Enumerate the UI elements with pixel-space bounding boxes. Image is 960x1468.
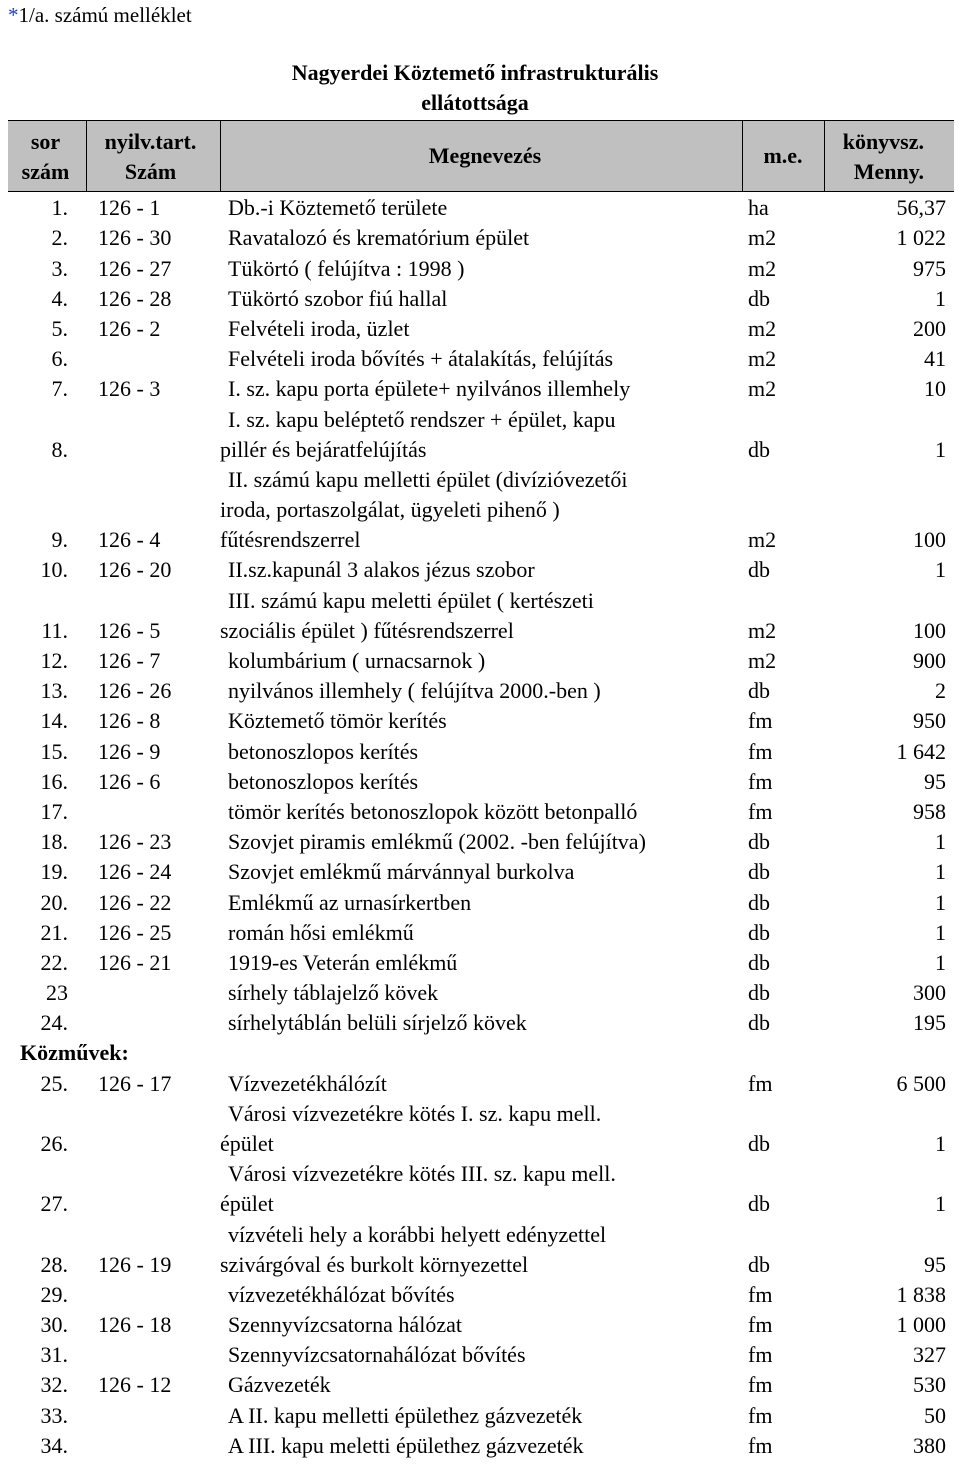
row-quantity: 95 (924, 768, 946, 794)
row-description (220, 767, 740, 797)
table-row (0, 1219, 960, 1279)
header-sor (8, 127, 83, 187)
row-number: 30. (40, 1312, 68, 1338)
table-row (0, 706, 960, 736)
row-unit: db (748, 285, 770, 311)
row-description (220, 405, 740, 465)
row-description-line: Gázvezeték (228, 1372, 331, 1398)
row-description (220, 193, 740, 223)
table-row (0, 978, 960, 1008)
row-quantity: 1 000 (896, 1312, 946, 1338)
row-description-line: betonoszlopos kerítés (228, 738, 419, 764)
header-konyv-line-2: Menny. (853, 159, 924, 184)
row-description-line: sírhelytáblán belüli sírjelző kövek (228, 1010, 527, 1036)
row-quantity: 200 (913, 315, 946, 341)
table-row (0, 404, 960, 464)
row-unit: db (748, 859, 770, 885)
table-row (0, 646, 960, 676)
row-number: 7. (51, 376, 68, 402)
row-register-number: 126 - 28 (98, 285, 172, 311)
row-unit: db (748, 1130, 770, 1156)
row-description (220, 344, 740, 374)
row-quantity: 1 (935, 919, 946, 945)
row-number: 20. (40, 889, 68, 915)
row-number: 13. (40, 678, 68, 704)
row-number: 9. (51, 527, 68, 553)
row-description (220, 1008, 740, 1038)
row-quantity: 10 (924, 376, 946, 402)
row-quantity: 1 (935, 949, 946, 975)
row-quantity: 1 (935, 436, 946, 462)
row-description (220, 948, 740, 978)
row-unit: fm (748, 1402, 773, 1428)
row-description (220, 1340, 740, 1370)
row-register-number: 126 - 18 (98, 1312, 172, 1338)
table-row (0, 736, 960, 766)
row-number: 32. (40, 1372, 68, 1398)
row-quantity: 100 (913, 527, 946, 553)
table-row (0, 1008, 960, 1038)
table-row (0, 344, 960, 374)
row-description (220, 857, 740, 887)
table-row (0, 193, 960, 223)
row-register-number: 126 - 27 (98, 255, 172, 281)
row-description (220, 1401, 740, 1431)
row-number: 6. (51, 346, 68, 372)
table-row (0, 767, 960, 797)
row-number: 8. (51, 436, 68, 462)
row-number: 17. (40, 799, 68, 824)
row-number: 18. (40, 829, 68, 855)
row-description (220, 1431, 740, 1461)
header-konyv-line-1: könyvsz. (842, 129, 924, 154)
row-unit: db (748, 557, 770, 583)
row-description-line: Szovjet piramis emlékmű (2002. -ben felújítva) (228, 829, 646, 855)
table-row (0, 1370, 960, 1400)
row-description-line: épület (220, 1130, 274, 1156)
row-number: 24. (40, 1010, 68, 1036)
row-unit: m2 (748, 315, 777, 341)
row-unit: db (748, 949, 770, 975)
row-number: 26. (40, 1130, 68, 1156)
table-row (0, 585, 960, 645)
row-register-number: 126 - 20 (98, 557, 172, 583)
row-description-line: nyilvános illemhely ( felújítva 2000.-ben ) (228, 678, 601, 704)
row-number: 19. (40, 859, 68, 885)
row-description (220, 1310, 740, 1340)
row-register-number: 126 - 3 (98, 376, 161, 402)
row-quantity: 50 (924, 1402, 946, 1428)
row-description-line: 1919-es Veterán emlékmű (228, 949, 458, 975)
row-number: 1. (51, 195, 68, 221)
row-number: 3. (51, 255, 68, 281)
table-row (0, 948, 960, 978)
row-unit: fm (748, 1432, 773, 1458)
row-register-number: 126 - 25 (98, 919, 172, 945)
table-row (0, 797, 960, 827)
row-quantity: 900 (913, 648, 946, 674)
table-row (0, 1340, 960, 1370)
annex-text: 1/a. számú melléklet (18, 3, 192, 27)
row-register-number: 126 - 24 (98, 859, 172, 885)
row-description-line: vízvezetékhálózat bővítés (228, 1281, 455, 1307)
row-unit: m2 (748, 376, 777, 402)
annex-label (8, 0, 192, 30)
row-unit: db (748, 1251, 770, 1277)
row-description-line: Tükörtó ( felújítva : 1998 ) (228, 255, 465, 281)
row-number: 10. (40, 557, 68, 583)
header-divider (824, 121, 825, 191)
row-description (220, 706, 740, 736)
row-number: 15. (40, 738, 68, 764)
row-quantity: 975 (913, 255, 946, 281)
table-body (0, 193, 960, 1461)
table-row (0, 676, 960, 706)
row-description (220, 586, 740, 646)
table-row (0, 1068, 960, 1098)
row-unit: m2 (748, 225, 777, 251)
row-description-line: Szovjet emlékmű márvánnyal burkolva (228, 859, 575, 885)
row-description (220, 1280, 740, 1310)
row-number: 5. (51, 315, 68, 341)
header-konyv (843, 127, 924, 187)
row-description (220, 888, 740, 918)
row-description-line: II.sz.kapunál 3 alakos jézus szobor (228, 557, 535, 583)
header-me: m.e. (763, 143, 803, 168)
row-description-line: Felvételi iroda bővítés + átalakítás, felújítás (228, 346, 614, 372)
row-number: 4. (51, 285, 68, 311)
row-unit: fm (748, 738, 773, 764)
row-register-number: 126 - 9 (98, 738, 161, 764)
row-description-line: Ravatalozó és krematórium épület (228, 225, 530, 251)
row-quantity: 1 022 (896, 225, 946, 251)
row-register-number: 126 - 8 (98, 708, 161, 734)
row-register-number: 126 - 21 (98, 949, 172, 975)
row-unit: fm (748, 799, 773, 824)
row-number: 31. (40, 1342, 68, 1368)
row-description (220, 1159, 740, 1219)
row-description (220, 465, 740, 555)
row-quantity: 195 (913, 1010, 946, 1036)
table-row (0, 1099, 960, 1159)
row-unit: db (748, 919, 770, 945)
row-unit: db (748, 678, 770, 704)
row-description-line: III. számú kapu meletti épület ( kertészeti (228, 587, 594, 613)
header-nyilv-line-2: Szám (124, 159, 177, 184)
row-number: 22. (40, 949, 68, 975)
row-description-line: II. számú kapu melletti épület (divízióvezetői (228, 467, 628, 493)
row-description-line: Db.-i Köztemető területe (228, 195, 448, 221)
row-number: 12. (40, 648, 68, 674)
row-unit: db (748, 1010, 770, 1036)
table-header (8, 120, 954, 192)
row-description (220, 314, 740, 344)
row-description (220, 1370, 740, 1400)
row-description-line: I. sz. kapu beléptető rendszer + épület, kapu (228, 406, 616, 432)
row-description-line: kolumbárium ( urnacsarnok ) (228, 648, 486, 674)
row-description-line: tömör kerítés betonoszlopok között betonpalló (228, 799, 638, 824)
page-title-line-2: ellátottsága (421, 90, 529, 115)
row-unit: fm (748, 1372, 773, 1398)
row-number: 23 (46, 980, 68, 1006)
row-unit: ha (748, 195, 769, 221)
row-description-line: Városi vízvezetékre kötés I. sz. kapu mell. (228, 1100, 602, 1126)
row-description (220, 374, 740, 404)
row-description (220, 676, 740, 706)
row-description-line: I. sz. kapu porta épülete+ nyilvános illemhely (228, 376, 631, 402)
row-description (220, 223, 740, 253)
row-description (220, 284, 740, 314)
header-divider (86, 121, 87, 191)
row-description-line: román hősi emlékmű (228, 919, 414, 945)
header-divider (220, 121, 221, 191)
row-quantity: 1 (935, 1191, 946, 1217)
row-quantity: 6 500 (896, 1070, 946, 1096)
row-description-line: betonoszlopos kerítés (228, 768, 419, 794)
row-register-number: 126 - 2 (98, 315, 161, 341)
row-unit: fm (748, 1281, 773, 1307)
row-unit: fm (748, 1342, 773, 1368)
row-description-line: szivárgóval és burkolt környezettel (220, 1251, 529, 1277)
header-sor-line-2: szám (21, 159, 70, 184)
row-quantity: 380 (913, 1432, 946, 1458)
row-description (220, 254, 740, 284)
row-quantity: 300 (913, 980, 946, 1006)
table-row (0, 827, 960, 857)
row-register-number: 126 - 6 (98, 768, 161, 794)
row-unit: db (748, 829, 770, 855)
row-quantity: 1 (935, 829, 946, 855)
row-description-line: Felvételi iroda, üzlet (228, 315, 410, 341)
row-description (220, 1069, 740, 1099)
row-unit: fm (748, 1070, 773, 1096)
row-number: 28. (40, 1251, 68, 1277)
row-quantity: 1 (935, 889, 946, 915)
row-description-line: A III. kapu meletti épülethez gázvezeték (228, 1432, 584, 1458)
row-unit: m2 (748, 346, 777, 372)
row-description-line: sírhely táblajelző kövek (228, 980, 439, 1006)
header-sor-line-1: sor (30, 129, 61, 154)
row-number: 25. (40, 1070, 68, 1096)
table-row (0, 1400, 960, 1430)
row-number: 11. (41, 617, 68, 643)
row-description (220, 797, 740, 827)
row-unit: db (748, 889, 770, 915)
table-row (0, 314, 960, 344)
row-description-line: vízvételi hely a korábbi helyett edényzettel (228, 1221, 607, 1247)
row-unit: m2 (748, 527, 777, 553)
row-register-number: 126 - 30 (98, 225, 172, 251)
page-title (190, 58, 760, 118)
row-quantity: 1 642 (896, 738, 946, 764)
table-row (0, 253, 960, 283)
row-register-number: 126 - 23 (98, 829, 172, 855)
row-description (220, 918, 740, 948)
row-description (220, 646, 740, 676)
row-description (220, 555, 740, 585)
row-register-number: 126 - 17 (98, 1070, 172, 1096)
row-description-line: Köztemető tömör kerítés (228, 708, 447, 734)
row-description-line: pillér és bejáratfelújítás (220, 436, 427, 462)
row-description-line: Tükörtó szobor fiú hallal (228, 285, 448, 311)
row-quantity: 41 (924, 346, 946, 372)
table-row (0, 284, 960, 314)
row-description-line: épület (220, 1191, 274, 1217)
row-register-number: 126 - 5 (98, 617, 161, 643)
row-description (220, 978, 740, 1008)
row-number: 29. (40, 1281, 68, 1307)
table-row (0, 465, 960, 556)
row-quantity: 530 (913, 1372, 946, 1398)
row-number: 16. (40, 768, 68, 794)
row-quantity: 1 (935, 557, 946, 583)
row-description-line: Vízvezetékhálózít (228, 1070, 387, 1096)
row-description (220, 737, 740, 767)
row-unit: m2 (748, 255, 777, 281)
section-heading: Közművek: (20, 1040, 129, 1066)
table-row (0, 1159, 960, 1219)
row-number: 33. (40, 1402, 68, 1428)
row-description-line: Városi vízvezetékre kötés III. sz. kapu mell. (228, 1161, 616, 1187)
header-nyilv-line-1: nyilv.tart. (104, 129, 197, 154)
table-row (0, 223, 960, 253)
row-number: 34. (40, 1432, 68, 1458)
row-description-line: fűtésrendszerrel (220, 527, 361, 553)
row-quantity: 1 (935, 859, 946, 885)
table-row (0, 374, 960, 404)
row-description (220, 827, 740, 857)
row-quantity: 958 (913, 799, 946, 824)
header-megnevezes: Megnevezés (428, 143, 542, 168)
row-description-line: Szennyvízcsatorna hálózat (228, 1312, 462, 1338)
row-register-number: 126 - 26 (98, 678, 172, 704)
row-quantity: 1 (935, 1130, 946, 1156)
row-quantity: 1 (935, 285, 946, 311)
header-nyilv (88, 127, 213, 187)
row-register-number: 126 - 1 (98, 195, 161, 221)
table-row (0, 857, 960, 887)
row-unit: m2 (748, 648, 777, 674)
row-quantity: 327 (913, 1342, 946, 1368)
table-row (0, 887, 960, 917)
table-row (0, 1431, 960, 1461)
row-register-number: 126 - 19 (98, 1251, 172, 1277)
row-number: 21. (40, 919, 68, 945)
row-register-number: 126 - 4 (98, 527, 161, 553)
row-description (220, 1220, 740, 1280)
row-quantity: 56,37 (896, 195, 946, 221)
row-description-line: Szennyvízcsatornahálózat bővítés (228, 1342, 526, 1368)
row-register-number: 126 - 12 (98, 1372, 172, 1398)
row-register-number: 126 - 7 (98, 648, 161, 674)
table-row (0, 918, 960, 948)
row-description-line: szociális épület ) fűtésrendszerrel (220, 617, 514, 643)
row-unit: fm (748, 768, 773, 794)
row-description (220, 1099, 740, 1159)
row-description-line: iroda, portaszolgálat, ügyeleti pihenő ) (220, 497, 560, 523)
table-row (0, 1310, 960, 1340)
page-title-line-1: Nagyerdei Köztemető infrastrukturális (291, 60, 659, 85)
row-quantity: 1 838 (896, 1281, 946, 1307)
row-unit: m2 (748, 617, 777, 643)
row-unit: fm (748, 1312, 773, 1338)
row-unit: db (748, 436, 770, 462)
row-number: 2. (51, 225, 68, 251)
row-unit: db (748, 1191, 770, 1217)
row-number: 14. (40, 708, 68, 734)
header-divider (742, 121, 743, 191)
row-quantity: 2 (935, 678, 946, 704)
row-quantity: 950 (913, 708, 946, 734)
row-number: 27. (40, 1191, 68, 1217)
table-row (0, 555, 960, 585)
row-description-line: A II. kapu melletti épülethez gázvezeték (228, 1402, 583, 1428)
row-quantity: 100 (913, 617, 946, 643)
row-unit: db (748, 980, 770, 1006)
annex-star: * (8, 3, 19, 27)
row-register-number: 126 - 22 (98, 889, 172, 915)
row-unit: fm (748, 708, 773, 734)
row-quantity: 95 (924, 1251, 946, 1277)
row-description-line: Emlékmű az urnasírkertben (228, 889, 472, 915)
table-row (0, 1280, 960, 1310)
